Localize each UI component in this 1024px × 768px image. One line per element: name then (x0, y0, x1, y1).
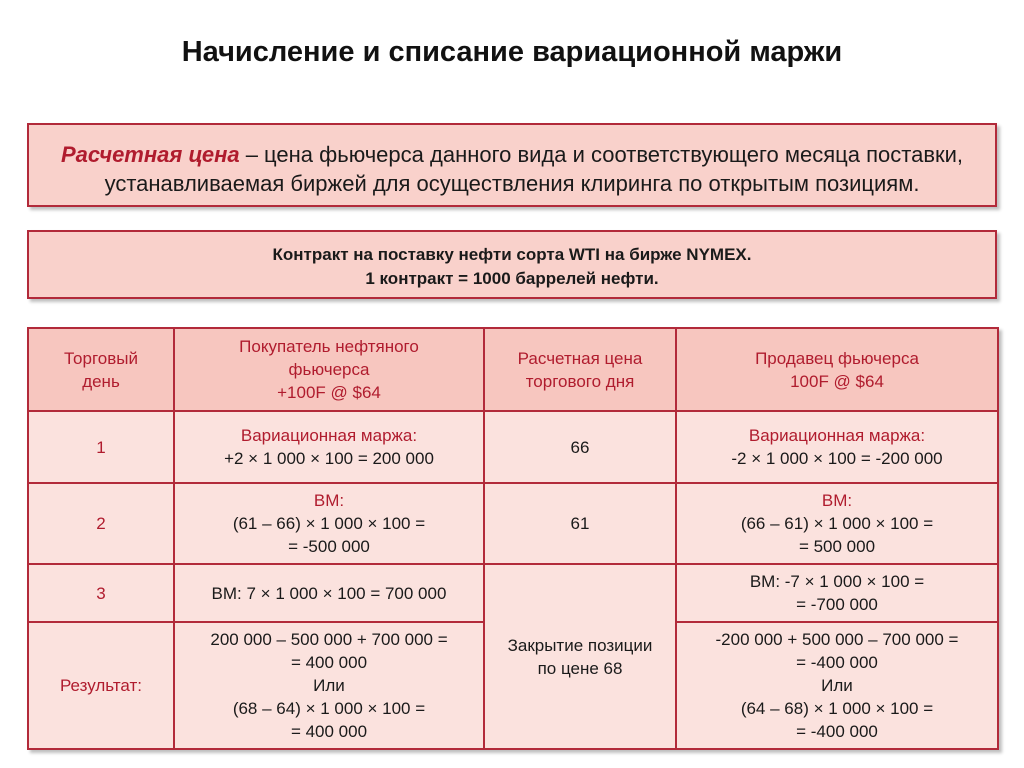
table-row (28, 483, 998, 564)
contract-line-2: 1 контракт = 1000 баррелей нефти. (365, 269, 659, 288)
row-1-buyer-calc: +2 × 1 000 × 100 = 200 000 (224, 449, 434, 468)
result-buyer-line-1: 200 000 – 500 000 + 700 000 = (210, 630, 448, 649)
closing-line-2: по цене 68 (537, 658, 623, 678)
result-label: Результат: (28, 622, 174, 749)
table-row (28, 564, 998, 622)
page-title: Начисление и списание вариационной маржи (181, 36, 843, 68)
row-1-day: 1 (28, 411, 174, 483)
definition-text: – цена фьючерса данного вида и соответствующего месяца поставки, устанавливаемая биржей для осуществления клиринга по открытым позициям. (104, 142, 964, 196)
result-buyer-line-3: Или (313, 676, 345, 695)
row-2-price: 61 (484, 483, 676, 564)
row-2-seller (676, 483, 998, 564)
table-row (28, 411, 998, 483)
row-2-seller-calc-2: = 500 000 (798, 537, 876, 556)
header-seller-line-1: Продавец фьючерса (755, 348, 919, 368)
header-buyer-line-1: Покупатель нефтяного (239, 337, 419, 356)
result-seller-line-2: = -400 000 (796, 653, 878, 672)
header-buyer-line-3: +100F @ $64 (277, 383, 381, 402)
header-buyer-line-2: фьючерса (288, 360, 370, 379)
row-3-seller-calc-2: = -700 000 (796, 595, 878, 614)
header-day (28, 328, 174, 411)
row-1-buyer-label: Вариационная маржа: (240, 426, 418, 445)
row-2-buyer-label: ВМ: (313, 491, 345, 510)
row-1-price: 66 (484, 411, 676, 483)
row-1-buyer (174, 411, 484, 483)
row-3-buyer-calc: ВМ: 7 × 1 000 × 100 = 700 000 (174, 564, 484, 622)
row-2-buyer-calc-1: (61 – 66) × 1 000 × 100 = (232, 514, 426, 533)
definition-term: Расчетная цена (60, 142, 240, 167)
header-price (484, 328, 676, 411)
row-3-seller (676, 564, 998, 622)
table-header-row (28, 328, 998, 411)
margin-table (27, 327, 999, 750)
header-buyer (174, 328, 484, 411)
row-1-seller-label: Вариационная маржа: (748, 426, 926, 445)
row-2-buyer-calc-2: = -500 000 (288, 537, 370, 556)
definition-box (27, 123, 997, 207)
result-buyer-line-2: = 400 000 (290, 653, 368, 672)
result-seller-line-1: -200 000 + 500 000 – 700 000 = (715, 630, 959, 649)
result-seller-line-3: Или (821, 676, 853, 695)
row-3-seller-calc-1: ВМ: -7 × 1 000 × 100 = (749, 572, 925, 591)
result-buyer-line-4: (68 – 64) × 1 000 × 100 = (232, 699, 426, 718)
row-3-day: 3 (28, 564, 174, 622)
result-seller (676, 622, 998, 749)
row-2-seller-calc-1: (66 – 61) × 1 000 × 100 = (740, 514, 934, 533)
result-buyer (174, 622, 484, 749)
row-2-seller-label: ВМ: (821, 491, 853, 510)
header-seller (676, 328, 998, 411)
result-buyer-line-5: = 400 000 (290, 722, 368, 741)
row-1-seller-calc: -2 × 1 000 × 100 = -200 000 (731, 449, 943, 468)
closing-price-cell (484, 564, 676, 749)
row-2-buyer (174, 483, 484, 564)
header-seller-line-2: 100F @ $64 (790, 371, 884, 391)
contract-box (27, 230, 997, 299)
row-1-seller (676, 411, 998, 483)
row-2-day: 2 (28, 483, 174, 564)
closing-line-1: Закрытие позиции (507, 635, 653, 655)
header-day-label: Торговый день (64, 348, 138, 391)
result-seller-line-4: (64 – 68) × 1 000 × 100 = (740, 699, 934, 718)
contract-line-1: Контракт на поставку нефти сорта WTI на бирже NYMEX. (272, 245, 752, 264)
header-price-label: Расчетная цена торгового дня (517, 348, 643, 391)
result-seller-line-5: = -400 000 (796, 722, 878, 741)
